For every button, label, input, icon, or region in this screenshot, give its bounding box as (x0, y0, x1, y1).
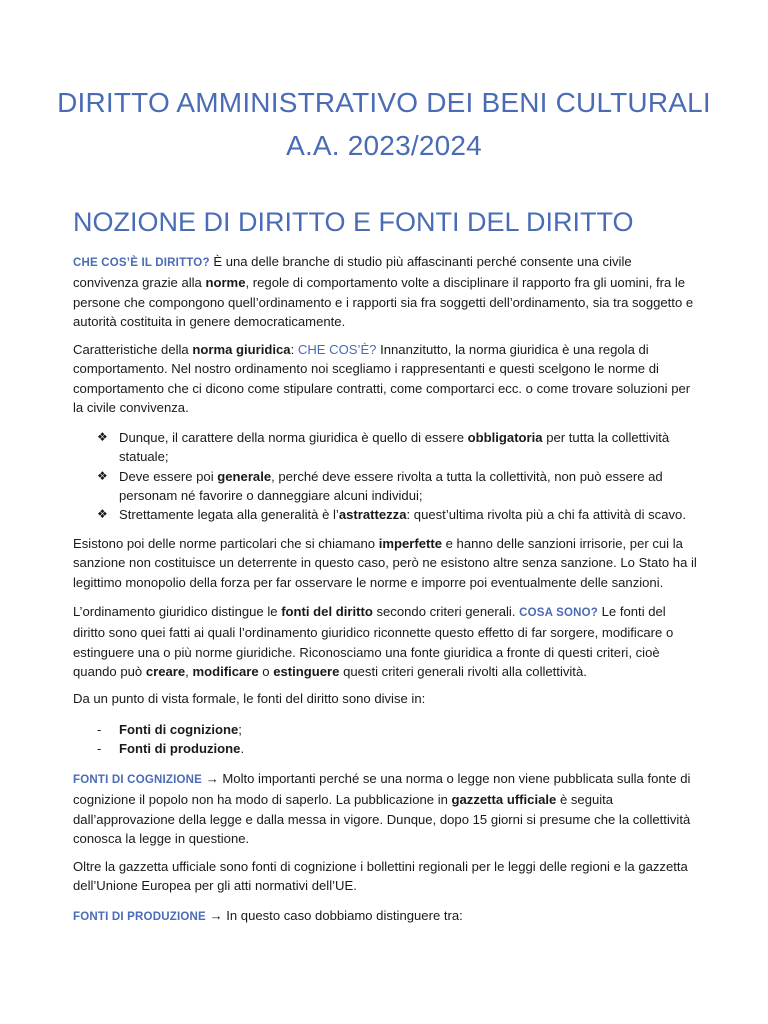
diamond-bullet-icon: ❖ (97, 430, 108, 444)
question-label: CHE COS’È? (297, 342, 377, 357)
document-title-line2: A.A. 2023/2024 (286, 130, 482, 161)
paragraph-norme-imperfette: Esistono poi delle norme particolari che si chiamano imperfette e hanno delle sanzioni irrisorie, per cui la sanzione non costituisce un deterrente in questo caso, però ne esistono altre senza sanzione. Lo Stato ha il legittimo monopolio della forza per far osservare le norme e imporre poi eventualmente delle sanzioni. (73, 536, 697, 590)
bullet-list (73, 428, 697, 524)
dash-bullet-icon: - (97, 741, 102, 757)
list-item: ❖ Dunque, il carattere della norma giuridica è quello di essere obbligatoria per tutta la collettività statuale; (97, 430, 670, 465)
list-item: ❖ Deve essere poi generale, perché deve essere rivolta a tutta la collettività, non può essere ad personam né favorire o danneggiare alcuni individui; (97, 468, 663, 503)
list-item: - Fonti di cognizione; (73, 720, 697, 739)
list-item: - Fonti di produzione. (73, 739, 697, 758)
paragraph-fonti-produzione: FONTI DI PRODUZIONE → In questo caso dobbiamo distinguere tra: (73, 908, 463, 923)
diamond-bullet-icon: ❖ (97, 507, 108, 522)
paragraph-fonti-cognizione: FONTI DI COGNIZIONE → Molto importanti perché se una norma o legge non viene pubblicata sulla fonte di cognizione il popolo non ha modo di saperlo. La pubblicazione in gazzetta ufficiale è seguita dall’approvazione della legge e dalla messa in vigore. Dunque, dopo 15 giorni si presume che la collettività conosca la legge in questione. (73, 771, 691, 846)
document-title-line1: DIRITTO AMMINISTRATIVO DEI BENI CULTURALI (57, 87, 711, 118)
list-item: ❖ Strettamente legata alla generalità è l’astrattezza: quest’ultima rivolta più a chi fa attività di scavo. (73, 505, 697, 524)
diamond-bullet-icon: ❖ (97, 468, 108, 483)
dash-list (73, 720, 697, 759)
question-label: CHE COS’È IL DIRITTO? (73, 257, 210, 269)
dash-bullet-icon: - (97, 722, 102, 737)
section-heading: NOZIONE DI DIRITTO E FONTI DEL DIRITTO (73, 207, 634, 237)
section-label: FONTI DI PRODUZIONE (73, 911, 206, 923)
section-label: FONTI DI COGNIZIONE (73, 774, 203, 786)
paragraph-gazzetta: Oltre la gazzetta ufficiale sono fonti di cognizione i bollettini regionali per le leggi delle regioni e la gazzetta dell’Unione Europea per gli atti normativi dell’UE. (73, 859, 688, 894)
paragraph-norma-giuridica: Caratteristiche della norma giuridica: CHE COS’È? Innanzitutto, la norma giuridica è una regola di comportamento. Nel nostro ordinamento noi scegliamo i rappresentanti e questi scelgono le norme di comportamento che ci dicono come stipulare contratti, come comportarci ecc. o come trovare soluzioni per la civile convivenza. (73, 342, 691, 415)
question-label: COSA SONO? (519, 607, 599, 619)
paragraph-fonti-del-diritto: L’ordinamento giuridico distingue le fonti del diritto secondo criteri generali. COSA SONO? Le fonti del diritto sono quei fatti ai quali l’ordinamento giuridico riconnette questo effetto di far sorgere, modificare o estinguere una o più norme giuridiche. Riconosciamo una fonte giuridica a fronte di questi criteri, cioè quando può creare, modificare o estinguere questi criteri generali rivolti alla collettività. (73, 604, 674, 679)
paragraph-divisione-fonti: Da un punto di vista formale, le fonti del diritto sono divise in: (73, 691, 426, 706)
paragraph-diritto: CHE COS’È IL DIRITTO? È una delle branche di studio più affascinanti perché consente una civile convivenza grazie alla norme, regole di comportamento volte a disciplinare il rapporto fra gli uomini, fra le persone che compongono quell’ordinamento e i rapporti sia fra soggetti dell’ordinamento, sia tra soggetto e autorità costituita in genere democraticamente. (73, 254, 694, 329)
